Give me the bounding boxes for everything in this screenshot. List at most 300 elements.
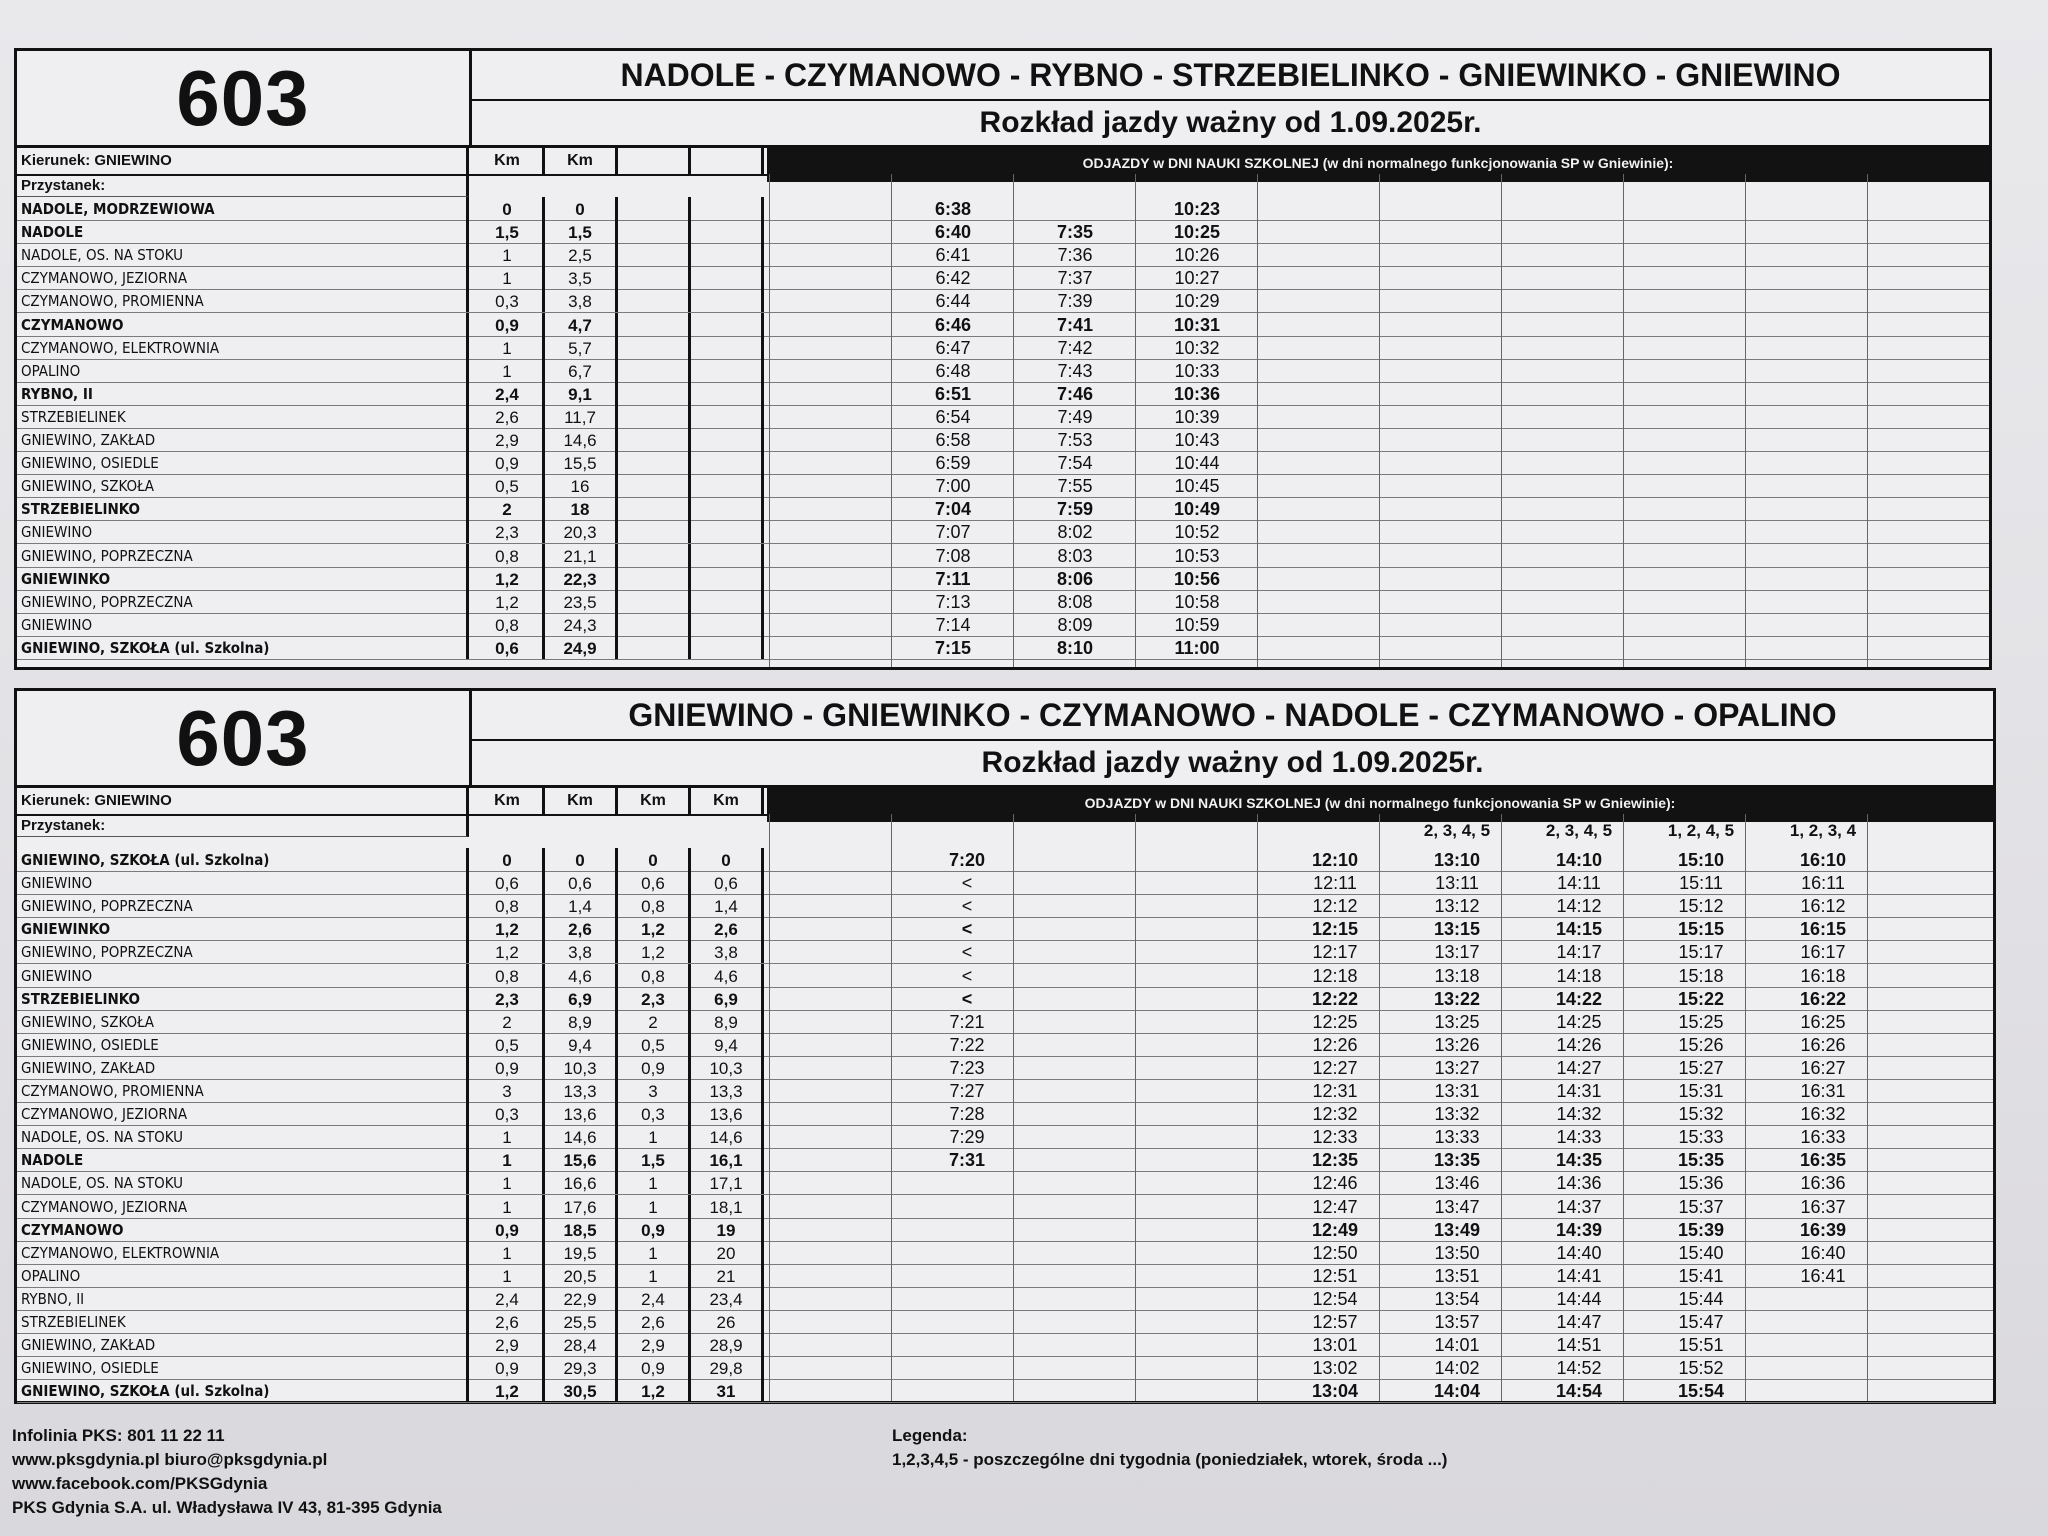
departure-time: 12:32 <box>1312 1104 1358 1125</box>
stop-row <box>17 474 1989 498</box>
km-value-empty <box>618 567 691 590</box>
km-value: 21 <box>691 1264 764 1287</box>
departure-time: 10:26 <box>1174 245 1220 266</box>
departure-time: < <box>961 942 973 963</box>
departure-time: 15:37 <box>1678 1196 1724 1217</box>
departure-time: 10:56 <box>1173 568 1221 589</box>
timetable-top <box>14 48 1992 670</box>
km-value: 0,9 <box>472 1356 545 1379</box>
departure-time: 7:08 <box>935 545 971 566</box>
km-value: 2,9 <box>472 1333 545 1356</box>
grid-line <box>769 174 770 667</box>
stop-name: GNIEWINO, ZAKŁAD <box>17 1056 469 1079</box>
departure-time: 7:59 <box>1056 499 1094 520</box>
departure-time: 7:31 <box>948 1150 986 1171</box>
stop-name: GNIEWINO, SZKOŁA (ul. Szkolna) <box>17 1379 469 1402</box>
departure-time: 16:17 <box>1800 942 1846 963</box>
km-value-empty <box>691 313 764 336</box>
departure-time: 14:54 <box>1555 1381 1603 1402</box>
departure-time: 15:36 <box>1678 1173 1724 1194</box>
departure-time: 13:54 <box>1434 1288 1480 1309</box>
km-value-empty <box>618 544 691 567</box>
stop-name: GNIEWINKO <box>17 917 469 940</box>
km-value: 2,4 <box>472 382 545 405</box>
km-value-empty <box>691 428 764 451</box>
grid-line <box>1745 174 1746 667</box>
km-value: 2 <box>472 1010 545 1033</box>
departure-time: 14:22 <box>1555 988 1603 1009</box>
stop-row <box>17 1218 1993 1242</box>
km-value-empty <box>618 243 691 266</box>
stop-row <box>17 917 1993 941</box>
grid-line <box>891 814 892 1401</box>
departure-time: 14:52 <box>1556 1358 1602 1379</box>
stop-row <box>17 428 1989 452</box>
km-value: 16,6 <box>545 1171 618 1194</box>
stop-row <box>17 1079 1993 1103</box>
km-value: 26 <box>691 1310 764 1333</box>
km-value: 2 <box>618 1010 691 1033</box>
stop-row <box>17 1241 1993 1265</box>
km-value-empty <box>691 613 764 636</box>
stop-row <box>17 1287 1993 1311</box>
departure-time: 15:15 <box>1677 919 1725 940</box>
km-value: 1,5 <box>618 1148 691 1171</box>
departure-time <box>1763 1287 1883 1310</box>
departure-time: 10:39 <box>1174 406 1220 427</box>
departure-time: 16:36 <box>1800 1173 1846 1194</box>
departure-time: < <box>961 965 973 986</box>
departure-time: 13:32 <box>1434 1104 1480 1125</box>
stops-label: Przystanek: <box>17 175 469 197</box>
km-value: 0,8 <box>472 964 545 987</box>
departure-time: 11:00 <box>1174 637 1220 658</box>
stop-row <box>17 871 1993 895</box>
departure-time: 14:12 <box>1556 896 1602 917</box>
departure-time: 12:22 <box>1311 988 1359 1009</box>
km-value: 18 <box>545 497 618 520</box>
stop-row <box>17 964 1993 988</box>
departure-time: 12:35 <box>1311 1150 1359 1171</box>
km-header-empty <box>618 148 691 174</box>
departure-time <box>907 1241 1027 1264</box>
km-value-empty <box>691 544 764 567</box>
stop-name: GNIEWINO, SZKOŁA (ul. Szkolna) <box>17 848 469 871</box>
km-value-empty <box>691 520 764 543</box>
departure-time: 13:01 <box>1312 1335 1358 1356</box>
km-value: 1,2 <box>472 917 545 940</box>
km-value: 2 <box>472 497 545 520</box>
km-value: 0,9 <box>618 1356 691 1379</box>
departure-time: 7:37 <box>1057 268 1093 289</box>
stop-name: GNIEWINKO <box>17 567 469 590</box>
footer-contact <box>12 1424 442 1520</box>
departure-time: 15:31 <box>1678 1081 1724 1101</box>
km-value: 21,1 <box>545 544 618 567</box>
km-value: 8,9 <box>691 1010 764 1033</box>
km-value: 2,5 <box>545 243 618 266</box>
weekday-label: 2, 3, 4, 5 <box>1545 821 1613 840</box>
departure-time: 6:47 <box>935 337 971 358</box>
km-value-empty <box>691 405 764 428</box>
stop-name: CZYMANOWO, PROMIENNA <box>17 289 469 312</box>
km-value: 0,9 <box>618 1218 691 1241</box>
grid-line <box>1623 814 1624 1401</box>
departure-time: 15:32 <box>1678 1104 1724 1125</box>
km-value: 0,6 <box>472 636 545 659</box>
km-value: 0,6 <box>691 871 764 894</box>
stop-row <box>17 987 1993 1011</box>
departure-time: 15:47 <box>1678 1312 1724 1332</box>
stop-name: GNIEWINO <box>17 520 469 543</box>
stop-name: CZYMANOWO, JEZIORNA <box>17 266 469 289</box>
stop-name: RYBNO, II <box>17 1287 469 1310</box>
departure-time: 14:11 <box>1557 873 1601 894</box>
km-value: 1,2 <box>618 917 691 940</box>
km-value: 0,9 <box>472 313 545 336</box>
km-value-empty <box>691 497 764 520</box>
departure-time <box>907 1195 1027 1218</box>
facebook-link[interactable]: www.facebook.com/PKSGdynia <box>12 1474 268 1493</box>
km-value: 20,3 <box>545 520 618 543</box>
departure-time: 13:22 <box>1433 988 1481 1009</box>
km-value: 10,3 <box>691 1056 764 1079</box>
km-value: 1 <box>472 359 545 382</box>
departure-time: < <box>961 896 973 917</box>
km-value: 0,8 <box>472 544 545 567</box>
stop-row <box>17 1102 1993 1126</box>
km-value-empty <box>691 220 764 243</box>
departure-time: 10:53 <box>1174 545 1220 566</box>
departure-time: 13:04 <box>1311 1381 1359 1402</box>
departure-time: 10:23 <box>1173 199 1221 219</box>
departure-time: 6:54 <box>935 406 971 427</box>
header-row <box>17 788 1993 816</box>
departure-time: 7:00 <box>935 476 971 497</box>
departure-time: 10:25 <box>1173 222 1221 243</box>
km-value: 0 <box>618 848 691 871</box>
km-value-empty <box>618 636 691 659</box>
km-value-empty <box>691 197 764 220</box>
stop-row <box>17 220 1989 244</box>
departure-time: 16:12 <box>1800 896 1846 917</box>
km-value: 1,2 <box>472 590 545 613</box>
km-value: 8,9 <box>545 1010 618 1033</box>
km-value: 0,6 <box>618 871 691 894</box>
km-value: 9,4 <box>545 1033 618 1056</box>
grid-line <box>1501 814 1502 1401</box>
departure-time: 13:15 <box>1433 919 1481 940</box>
km-value-empty <box>618 405 691 428</box>
stop-name: CZYMANOWO, ELEKTROWNIA <box>17 1241 469 1264</box>
stop-name: GNIEWINO <box>17 613 469 636</box>
km-value: 0,5 <box>472 1033 545 1056</box>
stop-row <box>17 1264 1993 1288</box>
km-value: 1 <box>618 1171 691 1194</box>
km-value: 3,8 <box>545 289 618 312</box>
departure-time: 12:18 <box>1312 965 1358 986</box>
stop-row <box>17 1171 1993 1195</box>
km-value: 1 <box>472 243 545 266</box>
departure-time: 8:03 <box>1057 545 1093 566</box>
km-value: 18,1 <box>691 1195 764 1218</box>
departure-time: 7:14 <box>935 614 971 635</box>
departure-time: 14:51 <box>1556 1335 1602 1356</box>
grid-line <box>1257 814 1258 1401</box>
km-value-empty <box>691 567 764 590</box>
km-value: 14,6 <box>545 1125 618 1148</box>
departure-time: 10:32 <box>1174 337 1220 358</box>
stop-name: NADOLE, OS. NA STOKU <box>17 1171 469 1194</box>
stop-name: GNIEWINO, OSIEDLE <box>17 1356 469 1379</box>
km-value: 25,5 <box>545 1310 618 1333</box>
stop-name: RYBNO, II <box>17 382 469 405</box>
km-value: 1 <box>472 1241 545 1264</box>
stop-row <box>17 313 1989 337</box>
departure-time: 14:27 <box>1556 1057 1602 1078</box>
stop-name: CZYMANOWO, ELEKTROWNIA <box>17 336 469 359</box>
km-value: 14,6 <box>691 1125 764 1148</box>
departure-time: 6:46 <box>934 314 972 335</box>
km-value: 1 <box>472 336 545 359</box>
departure-time: 14:41 <box>1556 1265 1602 1286</box>
km-value-empty <box>691 266 764 289</box>
departure-time: 14:04 <box>1433 1381 1481 1402</box>
km-value: 3,8 <box>691 940 764 963</box>
km-value: 19 <box>691 1218 764 1241</box>
departure-time: 13:25 <box>1434 1011 1480 1032</box>
stop-name: CZYMANOWO <box>17 1218 469 1241</box>
departure-time: 12:27 <box>1312 1057 1358 1078</box>
departure-time: 14:40 <box>1556 1242 1602 1263</box>
departure-time: 7:36 <box>1057 245 1093 266</box>
km-value: 2,6 <box>472 1310 545 1333</box>
departure-time: 8:08 <box>1057 591 1093 612</box>
departure-time: 16:32 <box>1800 1104 1846 1125</box>
departure-time: 7:54 <box>1057 453 1093 474</box>
departure-time: 7:22 <box>949 1034 985 1055</box>
stop-row <box>17 289 1989 313</box>
departure-time: 10:52 <box>1174 522 1220 543</box>
km-header: Km <box>545 148 618 174</box>
km-value: 1 <box>472 1264 545 1287</box>
km-value: 9,4 <box>691 1033 764 1056</box>
departure-time: 14:35 <box>1555 1150 1603 1171</box>
km-value: 3 <box>618 1079 691 1102</box>
grid-line <box>1745 814 1746 1401</box>
departure-time: 16:22 <box>1799 988 1847 1009</box>
departure-time: 6:44 <box>935 291 971 312</box>
line-number: 603 <box>17 691 472 788</box>
km-value: 6,7 <box>545 359 618 382</box>
departure-time: 12:50 <box>1312 1242 1358 1263</box>
web-link[interactable]: www.pksgdynia.pl biuro@pksgdynia.pl <box>12 1450 328 1469</box>
departure-time: 15:54 <box>1677 1381 1725 1402</box>
km-value: 13,3 <box>545 1079 618 1102</box>
departure-time <box>907 1310 1027 1333</box>
departure-time: 13:12 <box>1434 896 1480 917</box>
km-value: 0,9 <box>472 1218 545 1241</box>
departure-time: 14:17 <box>1556 942 1602 963</box>
departure-time: 14:10 <box>1555 850 1603 870</box>
km-value: 0,8 <box>472 894 545 917</box>
departure-time: 10:36 <box>1173 383 1221 404</box>
grid-line <box>1257 174 1258 667</box>
km-value-empty <box>618 590 691 613</box>
km-value: 0,9 <box>472 451 545 474</box>
departure-time: 10:31 <box>1173 314 1221 335</box>
stop-name: GNIEWINO, OSIEDLE <box>17 451 469 474</box>
km-value: 13,6 <box>691 1102 764 1125</box>
stop-row <box>17 1379 1993 1403</box>
km-value-empty <box>618 497 691 520</box>
departure-time: 16:33 <box>1800 1127 1846 1148</box>
km-value: 1,2 <box>618 940 691 963</box>
departure-time: 8:09 <box>1057 614 1093 635</box>
km-value: 1,2 <box>472 1379 545 1402</box>
stop-row <box>17 590 1989 614</box>
km-value: 0 <box>472 848 545 871</box>
departure-time: 13:31 <box>1434 1081 1480 1101</box>
stop-row <box>17 197 1989 221</box>
km-value: 1,5 <box>545 220 618 243</box>
km-value: 0,8 <box>472 613 545 636</box>
departure-time: 7:53 <box>1057 430 1093 450</box>
departure-time: 7:49 <box>1057 406 1093 427</box>
departure-time: 14:47 <box>1556 1312 1602 1332</box>
departure-time: < <box>961 988 973 1009</box>
departure-time: 12:47 <box>1312 1196 1358 1217</box>
route-title: NADOLE - CZYMANOWO - RYBNO - STRZEBIELINKO - GNIEWINKO - GNIEWINO <box>472 51 1989 101</box>
direction-label: Kierunek: GNIEWINO <box>17 148 469 174</box>
departure-time: 10:27 <box>1174 268 1220 289</box>
km-value: 1,2 <box>618 1379 691 1402</box>
km-value: 6,9 <box>545 987 618 1010</box>
stop-name: STRZEBIELINEK <box>17 405 469 428</box>
km-value: 0 <box>691 848 764 871</box>
departure-time: 16:37 <box>1800 1196 1846 1217</box>
departure-time: 12:10 <box>1311 850 1359 870</box>
validity-text: Rozkład jazdy ważny od 1.09.2025r. <box>472 741 1993 788</box>
km-value: 2,4 <box>618 1287 691 1310</box>
direction-label: Kierunek: GNIEWINO <box>17 788 469 814</box>
km-value: 2,6 <box>472 405 545 428</box>
stop-row <box>17 520 1989 544</box>
departure-time: 6:48 <box>935 360 971 381</box>
departure-time: < <box>961 873 973 894</box>
stop-name: GNIEWINO <box>17 964 469 987</box>
km-value: 18,5 <box>545 1218 618 1241</box>
line-number: 603 <box>17 51 472 148</box>
departure-time: 12:11 <box>1313 873 1357 894</box>
validity-text: Rozkład jazdy ważny od 1.09.2025r. <box>472 101 1989 148</box>
km-value: 1,5 <box>472 220 545 243</box>
departure-time: 12:33 <box>1312 1127 1358 1148</box>
weekday-label: 1, 2, 3, 4 <box>1789 821 1857 840</box>
stop-row <box>17 359 1989 383</box>
km-value: 14,6 <box>545 428 618 451</box>
departure-time: 12:25 <box>1312 1011 1358 1032</box>
departure-time: 13:18 <box>1434 965 1480 986</box>
departure-time: 12:57 <box>1312 1312 1358 1332</box>
departure-time: 7:28 <box>949 1104 985 1125</box>
km-header: Km <box>618 788 691 814</box>
departure-time: 15:12 <box>1678 896 1724 917</box>
km-value: 3 <box>472 1079 545 1102</box>
km-value: 1,2 <box>472 567 545 590</box>
departure-time: 16:10 <box>1799 850 1847 870</box>
km-value-empty <box>618 289 691 312</box>
stop-name: OPALINO <box>17 1264 469 1287</box>
departure-time: 16:11 <box>1801 873 1845 894</box>
stop-name: GNIEWINO, POPRZECZNA <box>17 544 469 567</box>
stop-name: NADOLE, OS. NA STOKU <box>17 243 469 266</box>
km-value-empty <box>691 289 764 312</box>
departure-time: 7:29 <box>949 1127 985 1148</box>
km-value: 22,3 <box>545 567 618 590</box>
km-value: 4,6 <box>691 964 764 987</box>
km-value: 10,3 <box>545 1056 618 1079</box>
hotline-text: Infolinia PKS: 801 11 22 11 <box>12 1426 225 1445</box>
km-value: 19,5 <box>545 1241 618 1264</box>
departure-time: 14:26 <box>1556 1034 1602 1055</box>
departure-time: 15:10 <box>1677 850 1725 870</box>
departure-time: 8:10 <box>1056 637 1094 658</box>
departures-bar: ODJAZDY w DNI NAUKI SZKOLNEJ (w dni normalnego funkcjonowania SP w Gniewinie): <box>767 148 1989 182</box>
departure-time: 7:11 <box>935 568 971 589</box>
departure-time: 13:47 <box>1434 1196 1480 1217</box>
departure-time <box>1763 1379 1883 1402</box>
km-value: 22,9 <box>545 1287 618 1310</box>
departure-time: 13:50 <box>1434 1242 1480 1263</box>
departure-time: 12:31 <box>1312 1081 1358 1101</box>
stop-name: GNIEWINO <box>17 871 469 894</box>
weekday-label: 1, 2, 4, 5 <box>1667 821 1735 840</box>
km-value: 1,4 <box>545 894 618 917</box>
departure-time: 7:13 <box>935 591 971 612</box>
departure-time: 7:15 <box>934 637 972 658</box>
departure-time: 6:59 <box>935 453 971 474</box>
grid-line <box>1013 174 1014 667</box>
km-value-empty <box>618 428 691 451</box>
stop-name: GNIEWINO, SZKOŁA <box>17 1010 469 1033</box>
stops-label: Przystanek: <box>17 815 469 837</box>
departure-time: 15:22 <box>1677 988 1725 1009</box>
stop-row <box>17 636 1989 660</box>
km-value-empty <box>618 197 691 220</box>
km-value: 29,3 <box>545 1356 618 1379</box>
km-value: 1 <box>472 1125 545 1148</box>
km-value: 9,1 <box>545 382 618 405</box>
km-value: 17,1 <box>691 1171 764 1194</box>
km-value-empty <box>691 451 764 474</box>
stop-row <box>17 1333 1993 1357</box>
grid-line <box>1867 174 1868 667</box>
km-value-empty <box>618 336 691 359</box>
departure-time: 13:46 <box>1434 1173 1480 1194</box>
departure-time: 7:43 <box>1057 360 1093 381</box>
departure-time: 7:07 <box>935 522 971 543</box>
departures-bar: ODJAZDY w DNI NAUKI SZKOLNEJ (w dni normalnego funkcjonowania SP w Gniewinie): <box>767 788 1993 822</box>
departure-time: 8:06 <box>1056 568 1094 589</box>
km-value: 2,9 <box>472 428 545 451</box>
address-text: PKS Gdynia S.A. ul. Władysława IV 43, 81-395 Gdynia <box>12 1498 442 1517</box>
departure-time: 13:11 <box>1435 873 1479 894</box>
departure-time: < <box>961 919 973 940</box>
departure-time <box>1763 1333 1883 1356</box>
km-value-empty <box>691 336 764 359</box>
km-value: 2,6 <box>545 917 618 940</box>
